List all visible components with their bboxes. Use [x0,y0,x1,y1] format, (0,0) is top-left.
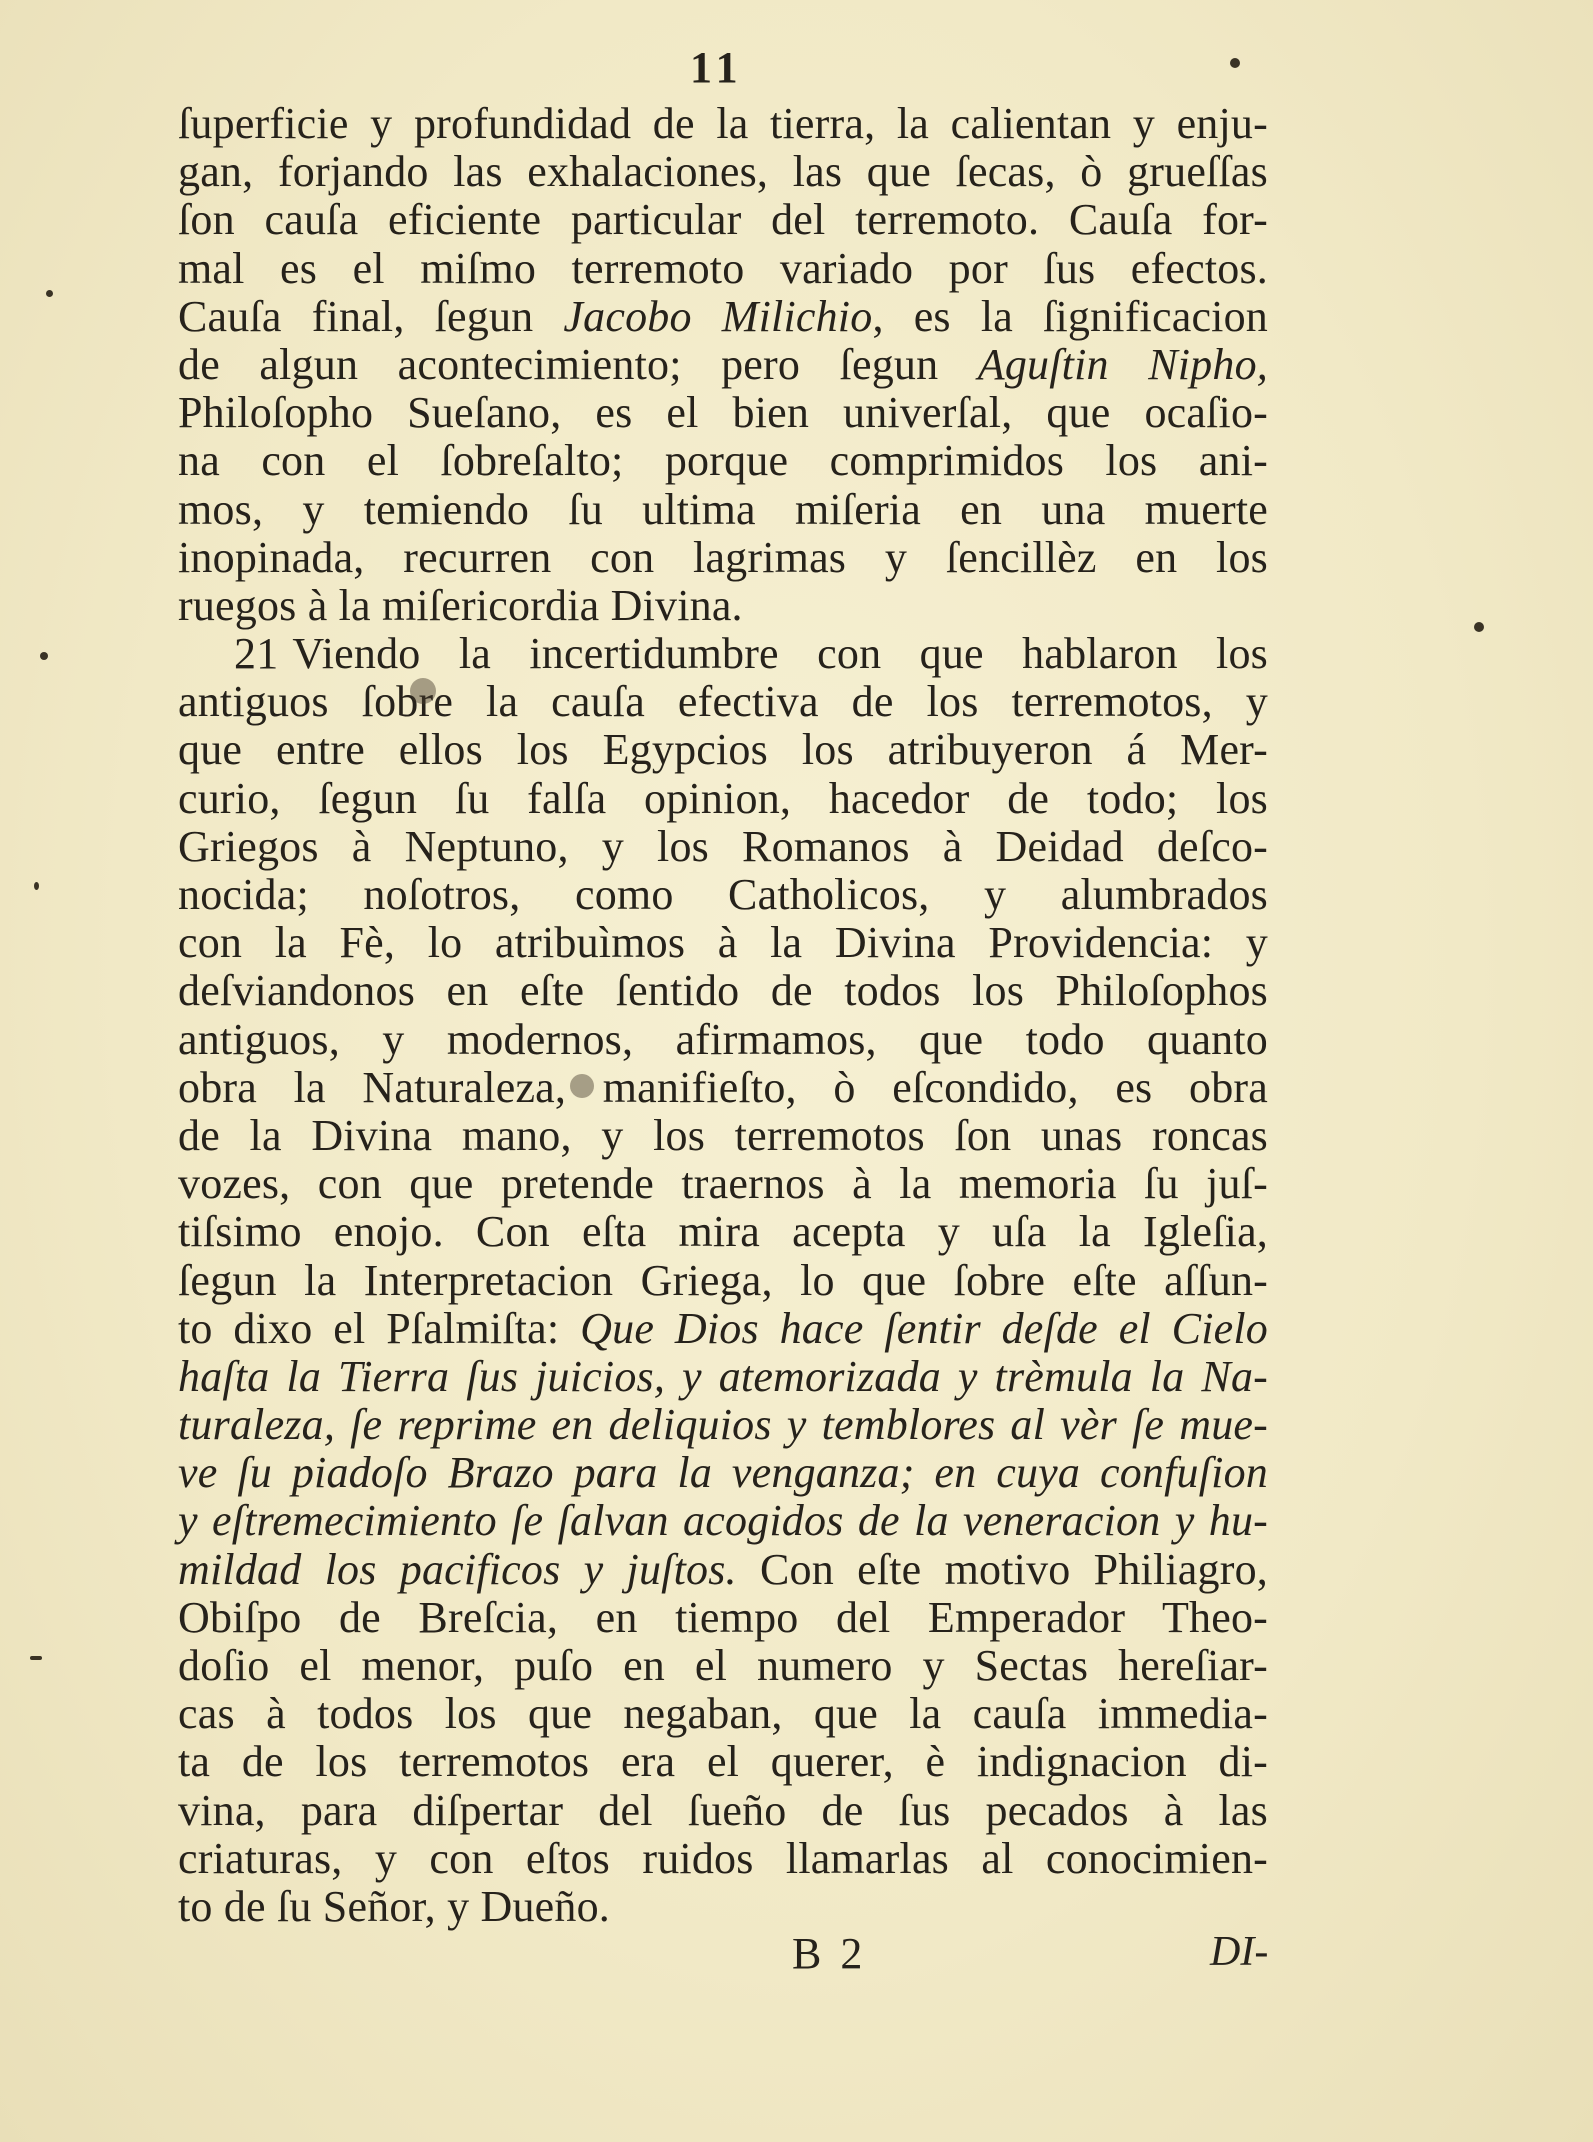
text-line [178,1835,1268,1883]
body-text [178,100,1268,1931]
text-run: mos, y temiendo ſu ultima miſeria en una muerte [178,484,1268,534]
signature-mark: B 2 [792,1929,867,1978]
text-line [178,1257,1268,1305]
text-line [178,1449,1268,1497]
text-line [178,1738,1268,1786]
text-line [178,1787,1268,1835]
text-line [178,630,1268,678]
text-run: antiguos, y modernos, afirmamos, que todo quanto [178,1014,1268,1064]
text-line [178,871,1268,919]
text-run: con la Fè, lo atribuìmos à la Divina Providencia: y [178,918,1268,968]
ink-speck [34,882,39,890]
text-run: tiſsimo enojo. Con eſta mira acepta y uſa la Igleſia, [178,1207,1268,1257]
text-line [178,775,1268,823]
text-line [178,1690,1268,1738]
text-run: ruegos à la miſericordia Divina. [178,580,743,630]
text-run: nocida; noſotros, como Catholicos, y alumbrados [178,870,1268,919]
text-run: na con el ſobreſalto; porque comprimidos los ani- [178,436,1268,486]
text-line [178,293,1268,341]
text-run: vozes, con que pretende traernos à la memoria ſu juſ- [178,1159,1268,1209]
text-run: ta de los terremotos era el querer, è indignacion di- [178,1737,1268,1787]
italic-run: Que Dios hace ſentir deſde el Cielo [580,1303,1268,1353]
italic-run: turaleza, ſe reprime en deliquios y temblores al vèr ſe mue- [178,1400,1268,1450]
text-line [178,1305,1268,1353]
text-line [178,1497,1268,1545]
ink-speck [46,290,53,297]
text-line [178,582,1268,630]
text-run: Obiſpo de Breſcia, en tiempo del Emperador Theo- [178,1592,1268,1642]
text-line [178,437,1268,485]
text-line [178,245,1268,293]
text-line [178,1208,1268,1256]
text-run: curio, ſegun ſu falſa opinion, hacedor de todo; los [178,773,1268,823]
text-line [178,678,1268,726]
text-run: vina, para diſpertar del ſueño de ſus pecados à las [178,1785,1268,1835]
text-run: doſio el menor, puſo en el numero y Sectas hereſiar- [178,1641,1268,1690]
text-line [178,1112,1268,1160]
paragraph-number: 21 [234,629,279,679]
text-line [178,967,1268,1015]
ink-speck [1474,622,1484,632]
italic-run: y eſtremecimiento ſe ſalvan acogidos de la veneracion y hu- [178,1496,1268,1546]
text-line [178,919,1268,967]
page-number: 11 [690,43,744,92]
text-run: ſon cauſa eficiente particular del terremoto. Cauſa for- [178,195,1268,245]
text-run: de algun acontecimiento; pero ſegun [178,339,978,389]
text-line [178,1016,1268,1064]
ink-speck [40,652,48,660]
italic-run: haſta la Tierra ſus juicios, y atemorizada y trèmula la Na- [178,1351,1268,1401]
text-line [178,148,1268,196]
text-run: mal es el miſmo terremoto variado por ſus efectos. [178,243,1268,293]
text-line [178,196,1268,244]
text-run: inopinada, recurren con lagrimas y ſencillèz en los [178,532,1268,582]
text-run: gan, forjando las exhalaciones, las que ſecas, ò grueſſas [178,147,1268,197]
text-line [178,823,1268,871]
text-line [178,1594,1268,1642]
text-run: antiguos ſobre la cauſa efectiva de los terremotos, y [178,677,1268,727]
ink-blot [410,678,436,704]
catchword: DI- [1210,1929,1269,1975]
page-footer [0,1928,1593,1988]
text-run: ſegun la Interpretacion Griega, lo que ſobre eſte aſſun- [178,1255,1268,1305]
text-line [178,1160,1268,1208]
text-line [178,1883,1268,1931]
text-line [178,100,1268,148]
text-line [178,1401,1268,1449]
text-line [178,486,1268,534]
text-run: Con eſte motivo Philiagro, [736,1544,1268,1594]
text-run: criaturas, y con eſtos ruidos llamarlas al conocimien- [178,1833,1268,1883]
ink-blot [570,1074,594,1098]
text-line [178,1642,1268,1690]
italic-run: ve ſu piadoſo Brazo para la venganza; en cuya confuſion [178,1448,1268,1498]
ink-speck [1230,58,1240,68]
text-run: de la Divina mano, y los terremotos ſon unas roncas [178,1110,1268,1160]
text-line [178,1353,1268,1401]
text-run: to de ſu Señor, y Dueño. [178,1881,610,1931]
text-run: , es la ſignificacion [872,291,1268,341]
text-run: que entre ellos los Egypcios los atribuyeron á Mer- [178,725,1268,775]
italic-run: Jacobo Milichio [563,291,873,341]
text-line [178,534,1268,582]
text-run: ſuperficie y profundidad de la tierra, la calientan y enju- [178,99,1268,148]
text-run: deſviandonos en eſte ſentido de todos los Philoſophos [178,966,1268,1016]
text-run: obra la Naturaleza, manifieſto, ò eſcondido, es obra [178,1062,1268,1112]
italic-run: Aguſtin Nipho, [977,339,1268,389]
text-line [178,389,1268,437]
text-line [178,726,1268,774]
italic-run: mildad los pacificos y juſtos. [178,1544,737,1594]
text-run: Viendo la incertidumbre con que hablaron los [292,629,1268,679]
ink-speck [30,1656,42,1660]
text-line [178,1546,1268,1594]
text-run: cas à todos los que negaban, que la cauſa immedia- [178,1689,1268,1739]
text-line [178,341,1268,389]
text-run: Philoſopho Sueſano, es el bien univerſal, que ocaſio- [178,388,1268,438]
text-run: to dixo el Pſalmiſta: [178,1303,581,1353]
text-run: Griegos à Neptuno, y los Romanos à Deidad deſco- [178,821,1268,871]
text-run: Cauſa final, ſegun [178,291,564,341]
text-line [178,1064,1268,1112]
